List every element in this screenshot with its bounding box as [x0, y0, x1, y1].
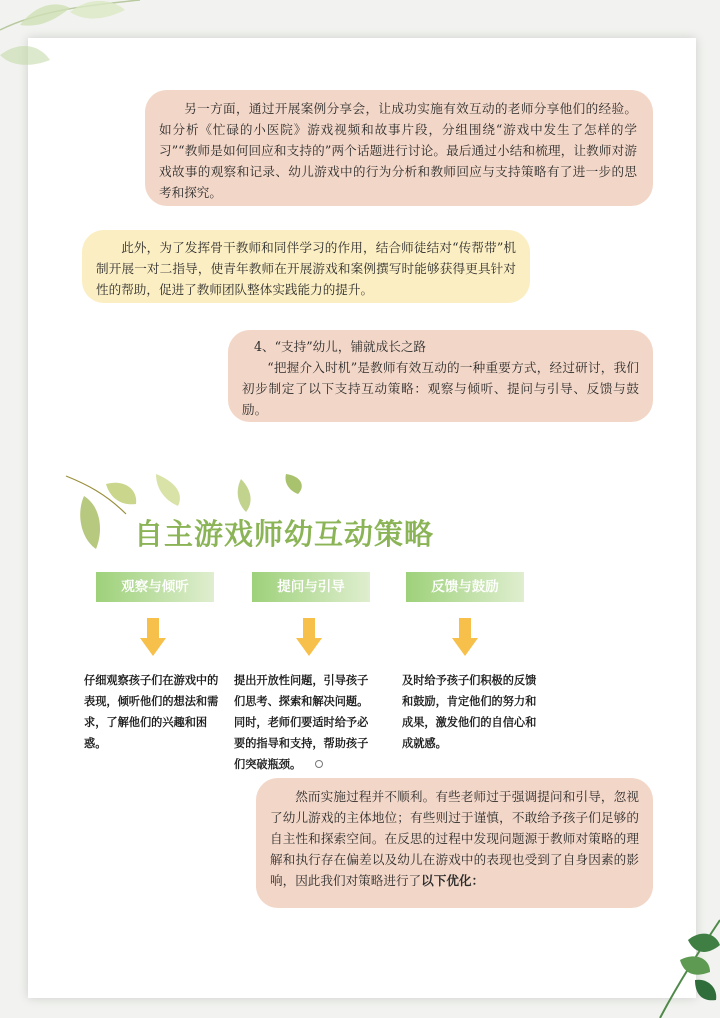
bubble-mentoring — [82, 230, 530, 303]
infographic-title: 自主游戏师幼互动策略 — [134, 517, 435, 551]
paragraph-mentoring: 此外，为了发挥骨干教师和同伴学习的作用，结合师徒结对“传帮带”机制开展一对二指导，使青年教师在开展游戏和案例撰写时能够获得更具针对性的帮助，促进了教师团队整体实践能力的提升。 — [96, 240, 516, 297]
strategy-box-observe: 观察与倾听 — [96, 572, 214, 602]
bubble-case-sharing — [145, 90, 653, 206]
arrow-down-icon — [452, 618, 478, 656]
reflection-text: 然而实施过程并不顺利。有些老师过于强调提问和引导，忽视了幼儿游戏的主体地位；有些则过于谨慎，不敢给予孩子们足够的自主性和探索空间。在反思的过程中发现问题源于教师对策略的理解和执行存在偏差以及幼儿在游戏中的表现也受到了自身因素的影响，因此我们对策略进行了 — [270, 789, 639, 888]
strategy-infographic — [66, 474, 546, 771]
strategy-desc-feedback: 及时给予孩子们积极的反馈和鼓励，肯定他们的努力和成果，激发他们的自信心和成就感。 — [402, 674, 537, 750]
paragraph-case-sharing: 另一方面，通过开展案例分享会，让成功实施有效互动的老师分享他们的经验。如分析《忙碌的小医院》游戏视频和故事片段，分组围绕“游戏中发生了怎样的学习”“教师是如何回应和支持的”两个话题进行讨论。最后通过小结和梳理，让教师对游戏故事的观察和记录、幼儿游戏中的行为分析和教师回应与支持策略有了进一步的思考和探究。 — [159, 101, 637, 200]
strategy-desc-observe: 仔细观察孩子们在游戏中的表现，倾听他们的想法和需求，了解他们的兴趣和困惑。 — [84, 674, 219, 750]
bubble-support-section — [228, 330, 653, 422]
image-handle — [315, 760, 323, 768]
strategy-box-question: 提问与引导 — [252, 572, 370, 602]
paragraph-reflection — [270, 786, 639, 891]
section-heading: 4、“支持”幼儿，铺就成长之路 — [254, 339, 427, 354]
leaf-decoration-top-left — [0, 0, 180, 80]
leaf-decoration-bottom-right — [640, 900, 720, 1018]
bubble-reflection — [256, 778, 653, 908]
section-body: “把握介入时机”是教师有效互动的一种重要方式，经过研讨，我们初步制定了以下支持互动策略：观察与倾听、提问与引导、反馈与鼓励。 — [242, 360, 639, 417]
reflection-emphasis: 以下优化： — [421, 873, 485, 888]
arrow-down-icon — [140, 618, 166, 656]
arrow-down-icon — [296, 618, 322, 656]
strategy-box-feedback: 反馈与鼓励 — [406, 572, 524, 602]
strategy-desc-question: 提出开放性问题，引导孩子们思考、探索和解决问题。同时，老师们要适时给予必要的指导和支持，帮助孩子们突破瓶颈。 — [234, 674, 369, 771]
